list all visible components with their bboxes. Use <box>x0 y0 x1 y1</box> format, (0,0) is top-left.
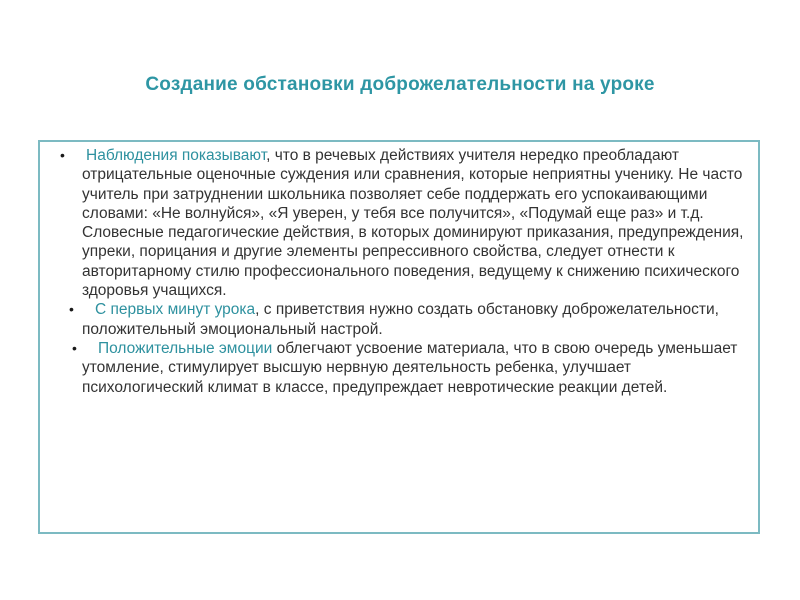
bullet-lead: Наблюдения показывают <box>86 147 267 164</box>
bullet-icon: • <box>72 339 77 356</box>
bullet-item <box>40 146 746 300</box>
bullet-lead: С первых минут урока <box>95 301 256 319</box>
bullet-text: , что в речевых действиях учителя нередко преобладают отрицательные оценочные суждения или сравнения, которые неприятны ученику. Не часто учитель при затруднении школьника позволяет себе поддержать его успокаивающими словами: «Не волнуйся», «Я уверен, у тебя все получится», «Подумай еще раз» и т.д. Словесные педагогические действия, в которых доминируют приказания, предупреждения, упреки, порицания и другие элементы репрессивного свойства, следует отнести к авторитарному стилю профессионального поведения, ведущему к снижению психического здоровья учащихся. <box>82 147 744 300</box>
bullet-item <box>40 339 746 397</box>
bullet-lead: Положительные эмоции <box>98 339 273 357</box>
bullet-icon: • <box>69 301 74 318</box>
bullet-list <box>40 146 746 397</box>
bullet-icon: • <box>60 147 65 163</box>
bullet-item <box>40 300 746 339</box>
bullet-text: облегчают усвоение материала, что в свою очередь уменьшает утомление, стимулирует высшую нервную деятельность ребенка, улучшает психологический климат в классе, предупреждает невротические реакции детей. <box>82 339 738 396</box>
slide-title: Создание обстановки доброжелательности на уроке <box>145 74 655 95</box>
content-box <box>38 140 760 534</box>
bullet-text: , с приветствия нужно создать обстановку доброжелательности, положительный эмоциональный настрой. <box>82 301 719 338</box>
